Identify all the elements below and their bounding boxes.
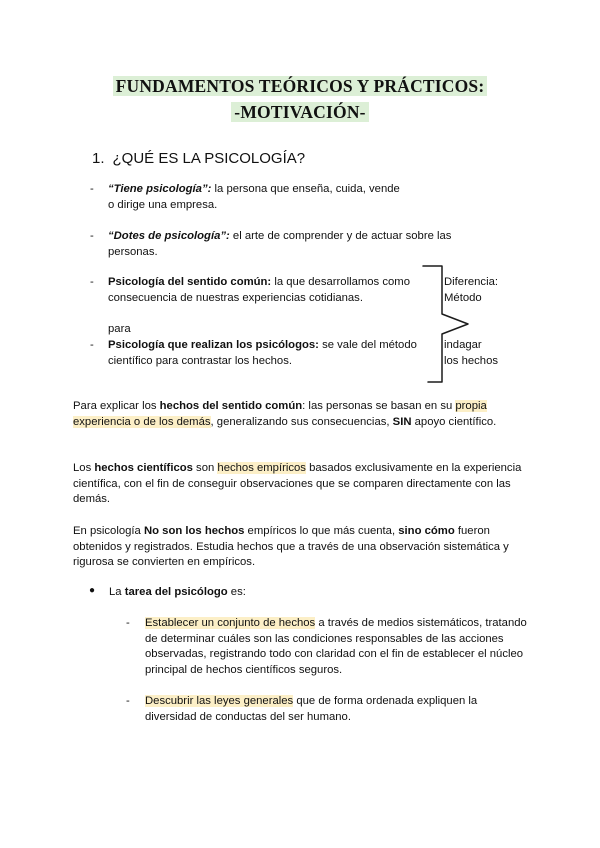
definition-item xyxy=(108,182,408,213)
definition-term: “Dotes de psicología”: xyxy=(108,230,230,242)
bold-text: No son los hechos xyxy=(143,525,245,537)
text-run: empíricos lo que más cuenta, xyxy=(244,525,399,537)
para-word: para xyxy=(108,323,131,335)
text-run: basados exclusivamente en la experiencia científica, con el fin de conseguir observaciones que se comparen directamente con las demás. xyxy=(73,462,522,505)
section-heading xyxy=(92,150,305,167)
list-dash: - xyxy=(90,339,94,351)
text-run: son xyxy=(192,462,218,474)
definition-term: Psicología que realizan los psicólogos: xyxy=(108,339,319,351)
document-title-line-1 xyxy=(0,76,600,97)
highlighted-text: Establecer un conjunto de hechos xyxy=(145,617,316,629)
text-run: a través de medios sistemáticos, tratando de determinar cuáles son las condiciones responsables de las acciones observadas, registrando todo con claridad con el fin de establecer el núcleo principal de hechos científicos seguros. xyxy=(145,617,527,676)
paragraph-psicologia xyxy=(73,524,531,571)
title-highlight: -MOTIVACIÓN- xyxy=(231,102,368,122)
text-run: : las personas se basan en su xyxy=(302,400,456,412)
side-note-metodo: Método xyxy=(444,292,482,304)
list-dash: - xyxy=(90,183,94,195)
paragraph-sentido-comun xyxy=(73,399,528,430)
side-note-diferencia: Diferencia: xyxy=(444,276,498,288)
text-run: Los xyxy=(73,462,95,474)
text-run: En psicología xyxy=(73,525,144,537)
definition-text: el arte de comprender y de actuar sobre las personas. xyxy=(108,230,452,258)
title-highlight: FUNDAMENTOS TEÓRICOS Y PRÁCTICOS: xyxy=(113,76,488,96)
bullet-icon: ● xyxy=(89,585,96,596)
list-dash: - xyxy=(126,695,130,707)
definition-term: “Tiene psicología”: xyxy=(108,183,212,195)
text-run: La xyxy=(109,586,125,598)
definition-text: la que desarrollamos como consecuencia de nuestras experiencias cotidianas. xyxy=(108,276,410,304)
text-run: , generalizando sus consecuencias, xyxy=(210,415,393,428)
bold-text: sino cómo xyxy=(398,525,455,537)
highlighted-text: hechos empíricos xyxy=(217,462,306,474)
highlighted-text: propia experiencia o de los demás xyxy=(73,400,487,428)
section-heading-text: ¿QUÉ ES LA PSICOLOGÍA? xyxy=(112,150,306,167)
definition-text: la persona que enseña, cuida, vende o dirige una empresa. xyxy=(108,183,400,211)
highlighted-text: Descubrir las leyes generales xyxy=(145,695,294,707)
text-run: Para explicar los xyxy=(73,400,160,412)
definition-text: se vale del método científico para contrastar los hechos. xyxy=(108,339,417,367)
section-number: 1. xyxy=(92,150,105,167)
list-dash: - xyxy=(90,230,94,242)
task-item xyxy=(145,616,527,678)
bold-text: SIN xyxy=(392,415,412,428)
definition-item xyxy=(108,338,444,369)
task-intro xyxy=(109,585,246,601)
list-dash: - xyxy=(90,276,94,288)
definition-term: Psicología del sentido común: xyxy=(108,276,272,288)
definition-item xyxy=(108,229,488,260)
text-run: apoyo científico. xyxy=(411,415,497,428)
document-title-line-2 xyxy=(0,102,600,123)
definition-item xyxy=(108,275,438,306)
bold-text: tarea del psicólogo xyxy=(124,586,228,598)
side-note-indagar: indagar xyxy=(444,339,482,351)
list-dash: - xyxy=(126,617,130,629)
side-note-hechos: los hechos xyxy=(444,355,499,367)
bold-text: hechos científicos xyxy=(94,462,193,474)
bold-text: hechos del sentido común xyxy=(159,400,303,412)
text-run: es: xyxy=(227,586,246,598)
text-run: que de forma ordenada expliquen la diversidad de conductas del ser humano. xyxy=(145,695,478,723)
text-run: fueron obtenidos y registrados. Estudia hechos que a través de una observación sistemática y rigurosa se convierten en empíricos. xyxy=(73,525,509,568)
task-item xyxy=(145,694,527,725)
paragraph-hechos-cientificos xyxy=(73,461,528,508)
